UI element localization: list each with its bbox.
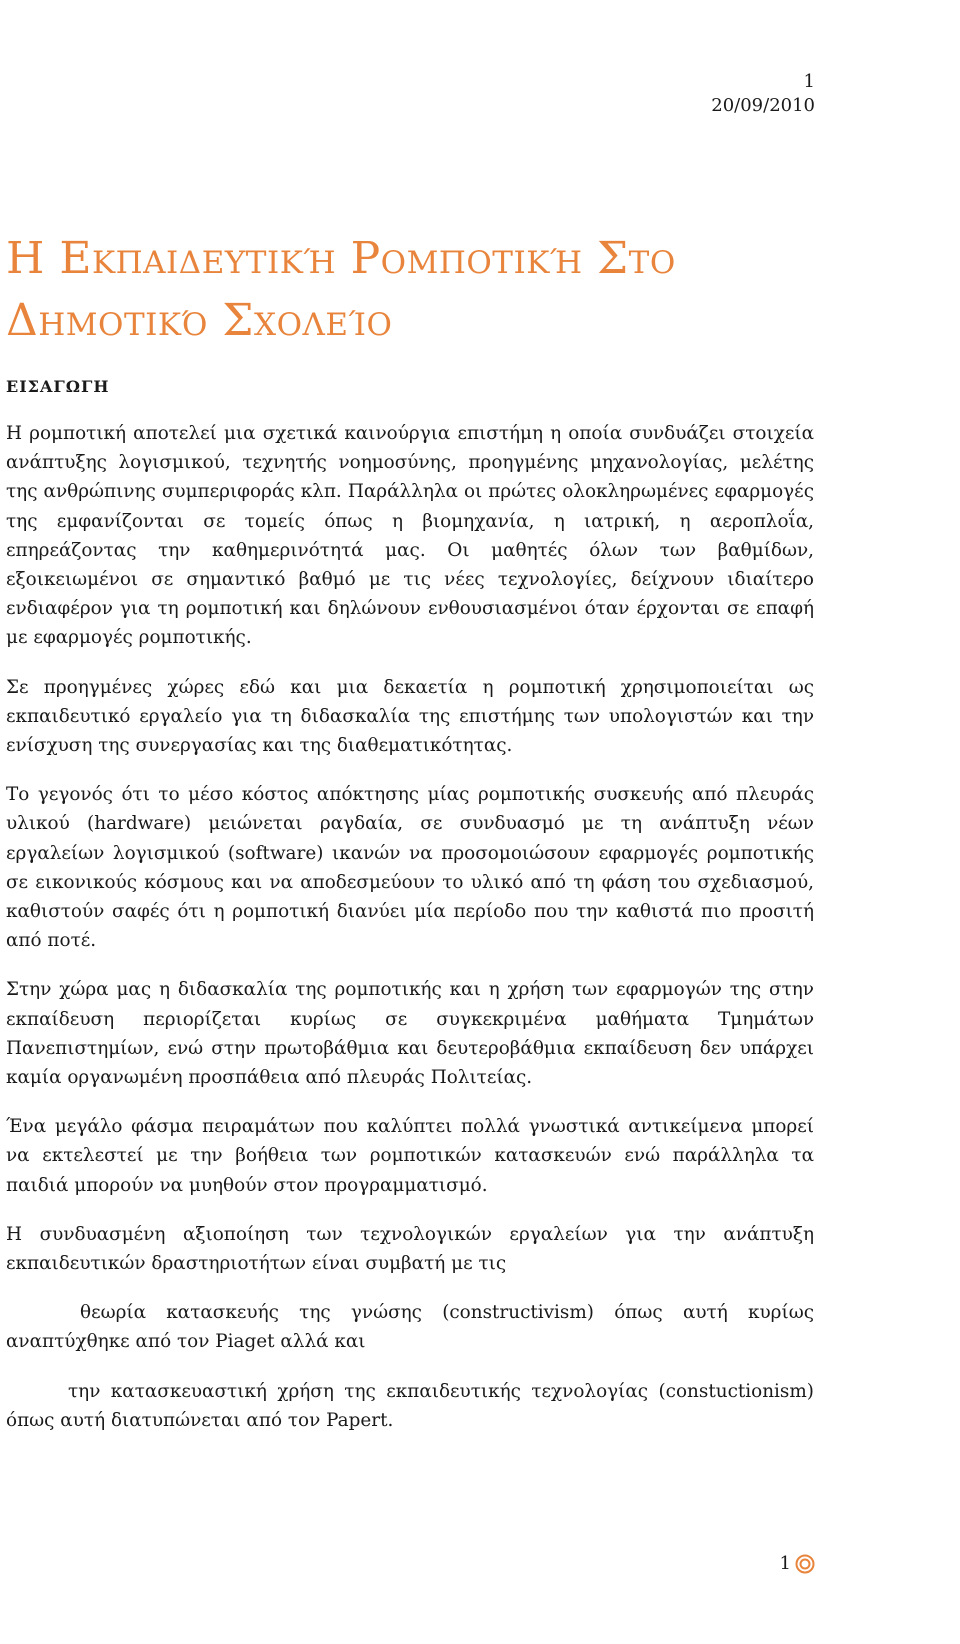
document-body: [6, 419, 814, 1455]
paragraph-intro: Η ρομποτική αποτελεί μια σχετικά καινούργια επιστήμη η οποία συνδυάζει στοιχεία ανάπτυξης λογισμικού, τεχνητής νοημοσύνης, προηγμένης μηχανολογίας, μελέτης της ανθρώπινης συμπεριφοράς κλπ. Παράλληλα οι πρώτες ολοκληρωμένες εφαρμογές της εμφανίζονται σε τομείς όπως η βιομηχανία, η ιατρική, η αεροπλοΐα, επηρεάζοντας την καθημερινότητά μας. Οι μαθητές όλων των βαθμίδων, εξοικειωμένοι σε σημαντικό βαθμό με τις νέες τεχνολογίες, δείχνουν ιδιαίτερο ενδιαφέρον για τη ρομποτική και δηλώνουν ενθουσιασμένοι όταν έρχονται σε επαφή με εφαρμογές ρομποτικής.: [6, 423, 814, 649]
paragraph-greece: Στην χώρα μας η διδασκαλία της ρομποτικής και η χρήση των εφαρμογών της στην εκπαίδευση περιορίζεται κυρίως σε συγκεκριμένα μαθήματα Τμημάτων Πανεπιστημίων, ενώ στην πρωτοβάθμια και δευτεροβάθμια εκπαίδευση δεν υπάρχει καμία οργανωμένη προσπάθεια από πλευράς Πολιτείας.: [6, 979, 814, 1089]
header-page-number: 1: [803, 71, 815, 92]
paragraph-advanced-countries: Σε προηγμένες χώρες εδώ και μια δεκαετία η ρομποτική χρησιμοποιείται ως εκπαιδευτικό εργαλείο για τη διδασκαλία της επιστήμης των υπολογιστών και την ενίσχυση της συνεργασίας και της διαθεματικότητας.: [6, 676, 814, 757]
title-line-2: Δημοτικό Σχολείο: [6, 295, 393, 346]
paragraph-theories: Η συνδυασμένη αξιοποίηση των τεχνολογικών εργαλείων για την ανάπτυξη εκπαιδευτικών δραστηριοτήτων είναι συμβατή με τις: [6, 1223, 814, 1275]
paragraph-constructionism: την κατασκευαστική χρήση της εκπαιδευτικής τεχνολογίας (constuctionism) όπως αυτή διατυπώνεται από τον Papert.: [6, 1380, 814, 1431]
footer-page-number: 1: [779, 1553, 791, 1574]
document-title: [6, 228, 806, 352]
title-line-1: Η Εκπαιδευτική Ρομποτική Στο: [6, 233, 676, 284]
paragraph-experiments: Ένα μεγάλο φάσμα πειραμάτων που καλύπτει πολλά γνωστικά αντικείμενα μπορεί να εκτελεστεί με την βοήθεια των ρομποτικών κατασκευών ενώ παράλληλα τα παιδιά μπορούν να μυηθούν στον προγραμματισμό.: [6, 1116, 814, 1196]
page-footer: [780, 1552, 815, 1576]
section-heading: ΕΙΣΑΓΩΓΗ: [6, 377, 110, 396]
paragraph-constructivism: θεωρία κατασκευής της γνώσης (constructivism) όπως αυτή κυρίως αναπτύχθηκε από τον Piaget αλλά και: [6, 1302, 814, 1353]
concentric-circles-icon: [795, 1554, 815, 1574]
header-date: 20/09/2010: [711, 95, 815, 116]
paragraph-cost: Το γεγονός ότι το μέσο κόστος απόκτησης μίας ρομποτικής συσκευής από πλευράς υλικού (hardware) μειώνεται ραγδαία, σε συνδυασμό με τη ανάπτυξη νέων εργαλείων λογισμικού (software) ικανών να προσομοιώσουν εφαρμογές ρομποτικής σε εικονικούς κόσμους και να αποδεσμεύουν το υλικό από τη φάση του σχεδιασμού, καθιστούν σαφές ότι η ρομποτική διανύει μία περίοδο που την καθιστά πιο προσιτή από ποτέ.: [6, 784, 814, 952]
page-header: [711, 70, 815, 118]
